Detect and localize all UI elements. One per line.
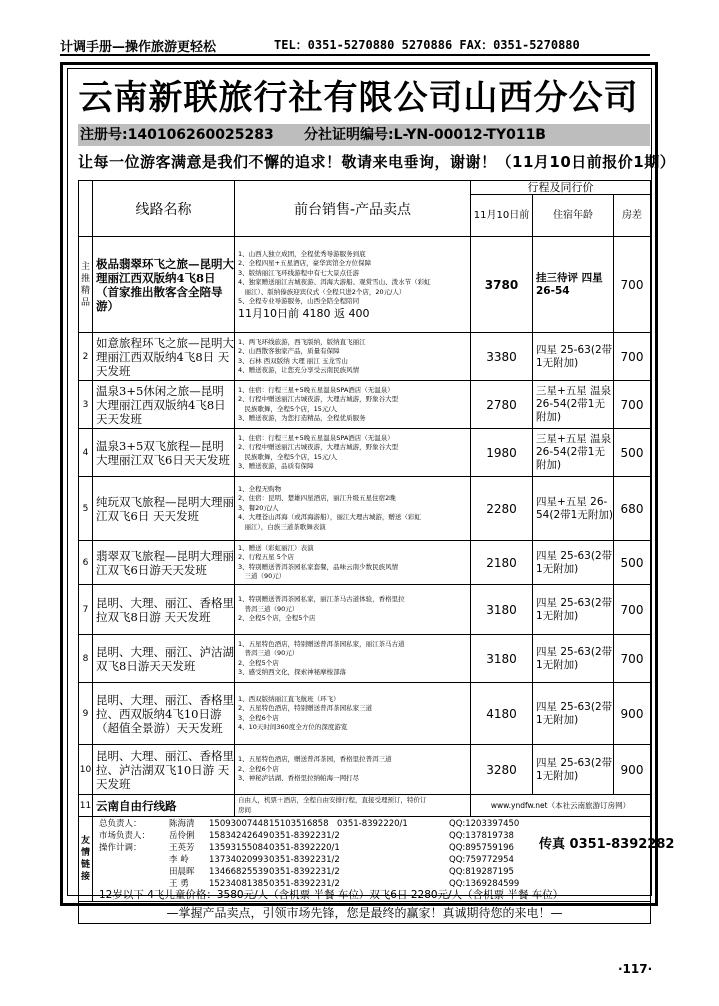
route-name: 云南自由行线路 [93, 795, 235, 817]
company-name: 云南新联旅行社有限公司山西分公司 [78, 78, 639, 118]
table-row [79, 635, 651, 683]
feature-line: 2、五星特色酒店，特别赠送普洱茶园私家三道 [238, 704, 373, 712]
contact-qq: QQ:819287195 [449, 867, 514, 877]
row-index: 5 [79, 477, 93, 541]
row-index: 11 [79, 795, 93, 817]
route-room-diff: 680 [614, 477, 651, 541]
contacts-label: 友情链接 [79, 817, 93, 902]
route-name: 如意旅程环飞之旅—昆明大理丽江西双版纳4飞8日 天天发班 [93, 333, 235, 381]
route-name: 昆明、大理、丽江、香格里拉、泸沽湖双飞10日游 天天发班 [93, 745, 235, 795]
route-features [235, 795, 471, 817]
branch-certificate-number: 分社证明编号:L-YN-00012-TY011B [304, 127, 546, 143]
route-room-diff: 500 [614, 541, 651, 585]
route-features [235, 237, 471, 333]
route-hotel: 四星 25-63(2带1无附加) [533, 745, 614, 795]
feature-line: 1、特别赠送普洱茶园私家，丽江茶马古道体验，香格里拉 [238, 595, 405, 604]
header-route: 线路名称 [93, 181, 235, 237]
route-name: 昆明、大理、丽江、泸沽湖 双飞8日游天天发班 [93, 635, 235, 683]
contact-qq: QQ:1369284599 [449, 879, 520, 889]
table-row [79, 333, 651, 381]
feature-line: 普洱三道（90元） [238, 649, 299, 657]
feature-line: 1、全程无购物 [238, 484, 282, 493]
feature-line: 房间 [238, 805, 251, 814]
contact-name: 岳伶俐 [169, 831, 195, 841]
row-index: 7 [79, 585, 93, 635]
feature-line: 自由人，机票＋酒店，全程自由安排行程，直接受理预订，特价订 [238, 796, 427, 804]
feature-line: 4、独家赠送丽江古城夜游、洱海大游船、观赏雪山、泼水节（彩虹 [238, 278, 431, 286]
route-table [78, 180, 675, 924]
feature-line: 2、全程6个店 [238, 764, 279, 773]
contact-qq: QQ:759772954 [449, 855, 514, 865]
company-slogan: 让每一位游客满意是我们不懈的追求！敬请来电垂询，谢谢！（11月10日前报价1期） [78, 153, 676, 171]
route-hotel: 三星+五星 温泉 26-54(2带1无附加) [533, 381, 614, 429]
top-header [60, 36, 650, 56]
table-row [79, 683, 651, 745]
header-features: 前台销售-产品卖点 [235, 181, 471, 237]
route-name: 温泉3+5休闲之旅—昆明大理丽江西双版纳4飞8日 天天发班 [93, 381, 235, 429]
contact-qq: QQ:1203397450 [449, 819, 520, 829]
feature-line: 三道（90元） [238, 572, 286, 580]
route-hotel: 四星 25-63(2带1无附加) [533, 333, 614, 381]
contact-role: 操作计调： [99, 843, 142, 853]
contact-name: 陈海清 [169, 819, 195, 829]
contact-role: 市场负责人： [99, 831, 151, 841]
route-features [235, 683, 471, 745]
feature-line: 2、全程5个店，全程5个店 [238, 614, 316, 623]
feature-line: 2、全程四星+五星酒店，豪华宾馆全方位保障 [238, 259, 372, 267]
route-features [235, 381, 471, 429]
row-index: 8 [79, 635, 93, 683]
feature-line: 3、神秘泸沽湖、香格里拉纳帕海一网打尽 [238, 774, 360, 783]
registration-number: 注册号:140106260025283 [80, 127, 274, 143]
feature-line: 2、行程中赠送丽江古城夜游，大理古城游，野象谷大型 [238, 395, 399, 403]
feature-line: 2、行程中赠送丽江古城夜游，大理古城游，野象谷大型 [238, 443, 399, 451]
contact-phone: 0351-8392231/2 [269, 855, 340, 865]
page-number: ·117· [618, 962, 653, 976]
route-features [235, 541, 471, 585]
feature-line: 1、五星特色酒店，特别赠送普洱茶园私家，丽江茶马古道 [238, 639, 405, 648]
feature-line: 3、石林 西双版纳 大理 丽江 玉龙雪山 [238, 356, 348, 365]
contact-phone: 0351-8392220/1 [269, 843, 340, 853]
feature-line: 2、全程5个店 [238, 658, 279, 667]
feature-line: 3、全程6个店 [238, 713, 279, 722]
route-price: 3780 [471, 237, 533, 333]
row-index: 6 [79, 541, 93, 585]
route-room-diff: 700 [614, 333, 651, 381]
route-name: 昆明、大理、丽江、香格里拉、西双版纳4飞10日游（超值全景游）天天发班 [93, 683, 235, 745]
feature-line: 1、住宿：行程三星+5晚五星温泉SPA酒店（无温泉） [238, 433, 394, 442]
header-hotel: 住宿年龄 [533, 195, 614, 237]
feature-line: 3、版纳丽江飞环线游程中有七大景点任游 [238, 268, 360, 277]
route-price: 2780 [471, 381, 533, 429]
route-price: 3280 [471, 745, 533, 795]
route-features [235, 585, 471, 635]
route-room-diff: 700 [614, 635, 651, 683]
table-row [79, 381, 651, 429]
contact-role: 总负责人： [99, 819, 142, 829]
contact-phone2: 0351-8392220/1 [337, 819, 408, 829]
table-row [79, 477, 651, 541]
header-contact: TEL：0351-5270880 5270886 FAX：0351-5270880 [274, 38, 580, 52]
contact-phone: 0351-8392231/2 [269, 879, 340, 889]
route-hotel: 四星 25-63(2带1无附加) [533, 683, 614, 745]
registration-bar [78, 124, 650, 146]
contact-name: 王 勇 [169, 879, 189, 889]
route-features [235, 429, 471, 477]
row-index: 3 [79, 381, 93, 429]
route-room-diff: 900 [614, 683, 651, 745]
header-price-group: 行程及同行价 [471, 181, 651, 195]
row-index: 2 [79, 333, 93, 381]
handbook-slogan: 计调手册—操作旅游更轻松 [60, 40, 217, 55]
route-name: 翡翠双飞旅程—昆明大理丽江双飞6日游天天发班 [93, 541, 235, 585]
contact-name: 田晨晖 [169, 867, 195, 877]
contact-qq: QQ:137819738 [449, 831, 514, 841]
route-price: 1980 [471, 429, 533, 477]
feature-line: 1、赠送（彩虹丽江）表演 [238, 543, 314, 552]
contact-mobile: 13593155084 [209, 843, 269, 853]
feature-line: 1、山西人独立成团，全程优秀导游服务到底 [238, 249, 366, 258]
table-row [79, 745, 651, 795]
route-price: 3180 [471, 585, 533, 635]
table-row [79, 429, 651, 477]
tagline-row [79, 902, 651, 924]
feature-line: 2、山西散客独家产品，质量有保障 [238, 347, 340, 355]
feature-line: 3、餐20元/人 [238, 503, 279, 512]
route-features [235, 745, 471, 795]
feature-line: 普洱三道（90元） [238, 604, 299, 613]
route-hotel: 四星 25-63(2带1无附加) [533, 585, 614, 635]
contact-mobile: 15093007448 [209, 819, 269, 829]
contact-phone: 15103516858 [269, 819, 329, 829]
header-price-date: 11月10日前 [471, 195, 533, 237]
route-hotel: 四星+五星 26-54(2带1无附加) [533, 477, 614, 541]
feature-line: 1、西双版纳丽江直飞航班（环飞） [238, 694, 340, 703]
route-name: 纯玩双飞旅程—昆明大理丽江双飞6日 天天发班 [93, 477, 235, 541]
route-hotel: 三星+五星 温泉 26-54(2带1无附加) [533, 429, 614, 477]
contact-mobile: 13466825539 [209, 867, 269, 877]
route-hotel: 四星 25-63(2带1无附加) [533, 541, 614, 585]
table-row [79, 541, 651, 585]
header-index [79, 181, 93, 237]
route-features [235, 635, 471, 683]
website-link[interactable]: www.yndfw.net（本社云南旅游订房网） [471, 795, 651, 817]
contact-name: 李 岭 [169, 855, 189, 865]
contact-mobile: 15234081385 [209, 879, 269, 889]
route-name: 极品翡翠环飞之旅—昆明大理丽江西双版纳4飞8日（首家推出散客含全陪导游） [93, 237, 235, 333]
row-index: 9 [79, 683, 93, 745]
feature-line: 3、特别赠送普洱茶园私家套餐，品味云南少数民族风情 [238, 562, 399, 571]
route-name: 温泉3+5双飞旅程—昆明大理丽江双飞6日天天发班 [93, 429, 235, 477]
feature-rebate: 11月10日前 4180 返 400 [238, 306, 370, 320]
feature-line: 3、赠送夜游，为您打造精品，全程优质服务 [238, 414, 366, 422]
route-price: 3180 [471, 635, 533, 683]
feature-line: 4、赠送夜游，让您充分享受云南民族风情 [238, 366, 360, 374]
route-price: 3380 [471, 333, 533, 381]
contact-name: 王英芳 [169, 843, 195, 853]
feature-line: 2、住宿：昆明、楚雄四星酒店，丽江升级五星住宿2晚 [238, 494, 396, 503]
row-index: 主推精品 [79, 237, 93, 333]
contact-mobile: 15834242649 [209, 831, 269, 841]
route-features [235, 333, 471, 381]
feature-line: 1、住宿：行程三星+5晚五星温泉SPA酒店（无温泉） [238, 385, 394, 394]
feature-line: 4、大理苍山洱海（或洱海游船），丽江大理古城游，赠送（彩虹 [238, 513, 421, 522]
route-price: 4180 [471, 683, 533, 745]
route-name: 昆明、大理、丽江、香格里拉双飞8日游 天天发班 [93, 585, 235, 635]
feature-line: 民族歌舞，全程5个店，15元/人 [238, 404, 338, 413]
table-row [79, 795, 651, 817]
row-index: 10 [79, 745, 93, 795]
fax-number: 传真 0351-8392282 [539, 837, 675, 852]
contacts-row [79, 817, 651, 902]
feature-line: 丽江）、版纳傣族迎宾仪式（全程只进2个店，20元/人） [238, 287, 406, 296]
contact-qq: QQ:895759196 [449, 843, 514, 853]
route-room-diff: 700 [614, 381, 651, 429]
route-room-diff: 900 [614, 745, 651, 795]
route-price: 2180 [471, 541, 533, 585]
table-row [79, 585, 651, 635]
route-room-diff: 700 [614, 585, 651, 635]
route-price: 2280 [471, 477, 533, 541]
row-index: 4 [79, 429, 93, 477]
feature-line: 丽江），白族三道茶歌舞表演 [238, 522, 326, 531]
contacts-block [93, 817, 675, 902]
feature-line: 3、感受纳西文化，探索神秘摩梭部落 [238, 668, 347, 676]
footer-tagline: —掌握产品卖点，引领市场先锋，您是最终的赢家！真诚期待您的来电！— [79, 902, 651, 924]
route-room-diff: 500 [614, 429, 651, 477]
children-price-note: 12岁以下 4飞儿童价格：3580元/人（含机票 半餐 车位）双飞6日 2280元/人（含机票 半餐 车位） [99, 889, 564, 901]
feature-line: 5、全程专业导游服务，山西全陪全程陪同 [238, 297, 360, 305]
contact-phone: 0351-8392231/2 [269, 831, 340, 841]
feature-line: 4、10天时间360度全方位的深度游览 [238, 723, 348, 731]
feature-line: 3、赠送夜游，品质有保障 [238, 462, 314, 470]
table-row [79, 237, 651, 333]
route-room-diff: 700 [614, 237, 651, 333]
header-diff: 房差 [614, 195, 651, 237]
route-features [235, 477, 471, 541]
feature-line: 1、两飞环线旅游，西飞版纳，版纳直飞丽江 [238, 337, 366, 346]
contact-mobile: 13734020993 [209, 855, 269, 865]
contact-phone: 0351-8392231/2 [269, 867, 340, 877]
route-hotel: 四星 25-63(2带1无附加) [533, 635, 614, 683]
feature-line: 2、行程五星 5个店 [238, 553, 294, 561]
feature-line: 1、五星特色酒店，赠送普洱茶园，香格里拉普洱三道 [238, 755, 392, 764]
route-hotel: 挂三待评 四星 26-54 [533, 237, 614, 333]
feature-line: 民族歌舞，全程5个店，15元/人 [238, 452, 338, 461]
